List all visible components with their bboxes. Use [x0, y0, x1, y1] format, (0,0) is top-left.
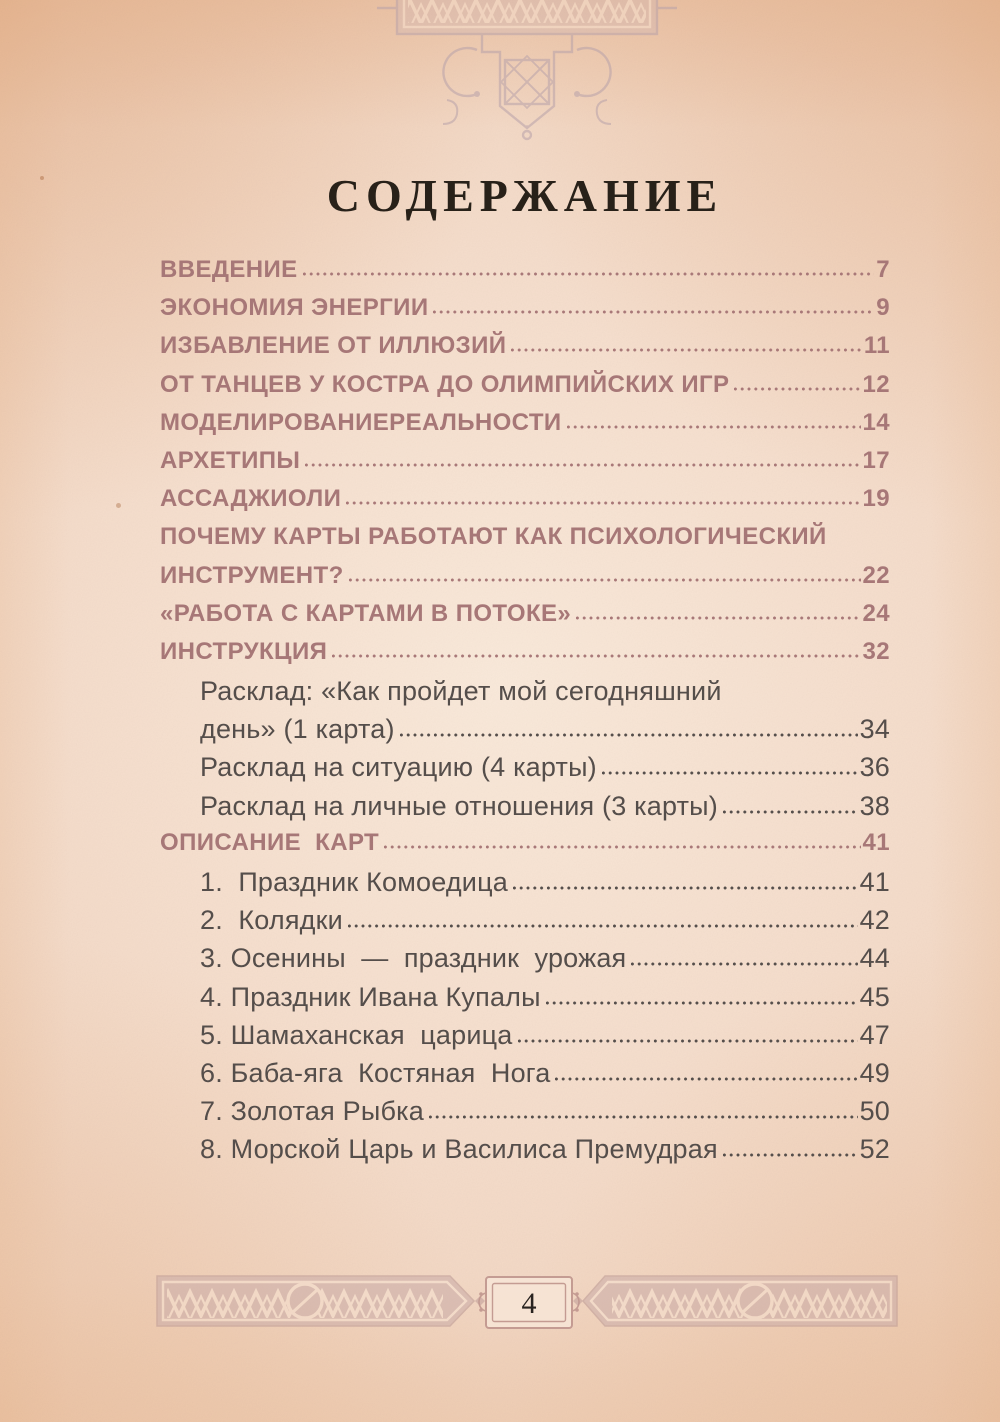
toc-dot-leader: [546, 1001, 858, 1005]
toc-entry-page-number: 47: [859, 1019, 890, 1050]
toc-entry-label: ИНСТРУКЦИЯ: [160, 637, 328, 665]
toc-entry-page-number: 32: [862, 637, 890, 665]
toc-row: [160, 1058, 890, 1096]
table-of-contents: [160, 256, 890, 1173]
toc-entry-page-number: 11: [863, 332, 890, 360]
toc-dot-leader: [384, 845, 860, 849]
toc-dot-leader: [723, 1153, 858, 1157]
toc-row: [160, 332, 890, 370]
toc-entry-page-number: 22: [862, 561, 890, 589]
toc-entry-label: ОПИСАНИЕ КАРТ: [160, 828, 380, 856]
toc-dot-leader: [348, 924, 858, 928]
toc-row: [160, 600, 890, 638]
toc-entry-label: «РАБОТА С КАРТАМИ В ПОТОКЕ»: [160, 599, 572, 627]
toc-row: [160, 409, 890, 447]
toc-entry-page-number: 24: [862, 599, 890, 627]
toc-dot-leader: [349, 578, 861, 582]
toc-entry-label: Расклад на личные отношения (3 карты): [200, 790, 718, 821]
paper-speck: [40, 176, 44, 180]
paper-speck: [268, 1079, 271, 1082]
toc-entry-label: ВВЕДЕНИЕ: [160, 256, 298, 283]
toc-entry-page-number: 14: [862, 408, 890, 436]
folio-page-number: 4: [521, 1287, 537, 1320]
toc-dot-leader: [305, 463, 860, 467]
toc-row: [160, 714, 890, 752]
toc-dot-leader: [346, 501, 860, 505]
toc-entry-label: ОТ ТАНЦЕВ У КОСТРА ДО ОЛИМПИЙСКИХ ИГР: [160, 370, 730, 398]
toc-row: [160, 523, 890, 561]
toc-row: [160, 638, 890, 676]
toc-row: [160, 294, 890, 332]
toc-entry-page-number: 34: [859, 714, 890, 745]
toc-row: [160, 829, 890, 867]
toc-row: [160, 485, 890, 523]
toc-row: [160, 752, 890, 790]
toc-entry-label: АССАДЖИОЛИ: [160, 485, 342, 513]
toc-entry-label: ПОЧЕМУ КАРТЫ РАБОТАЮТ КАК ПСИХОЛОГИЧЕСКИЙ: [160, 523, 827, 551]
toc-entry-label: 8. Морской Царь и Василиса Премудрая: [200, 1134, 718, 1165]
toc-entry-page-number: 49: [859, 1057, 890, 1088]
toc-dot-leader: [400, 733, 858, 737]
toc-dot-leader: [518, 1039, 858, 1043]
toc-dot-leader: [567, 425, 861, 429]
paper-speck: [116, 503, 121, 508]
toc-entry-label: 2. Колядки: [200, 905, 343, 936]
toc-entry-page-number: 36: [859, 752, 890, 783]
toc-entry-label: ИНСТРУМЕНТ?: [160, 561, 344, 589]
toc-row: [160, 982, 890, 1020]
toc-entry-label: 7. Золотая Рыбка: [200, 1096, 424, 1127]
toc-entry-label: АРХЕТИПЫ: [160, 446, 301, 474]
toc-row: [160, 1020, 890, 1058]
toc-row: [160, 867, 890, 905]
toc-entry-label: день» (1 карта): [200, 714, 395, 745]
toc-row: [160, 447, 890, 485]
toc-entry-label: МОДЕЛИРОВАНИЕРЕАЛЬНОСТИ: [160, 408, 562, 436]
toc-row: [160, 562, 890, 600]
toc-entry-page-number: 19: [862, 485, 890, 513]
toc-dot-leader: [602, 771, 858, 775]
toc-entry-label: 1. Праздник Комоедица: [200, 867, 508, 897]
toc-entry-label: Расклад: «Как пройдет мой сегодняшний: [200, 676, 722, 707]
toc-entry-page-number: 42: [859, 905, 890, 936]
toc-entry-label: 3. Осенины — праздник урожая: [200, 943, 627, 974]
toc-dot-leader: [734, 387, 860, 391]
toc-entry-page-number: 17: [862, 446, 890, 474]
toc-row: [160, 1134, 890, 1172]
toc-dot-leader: [511, 348, 861, 352]
knotwork-pendant-ornament-icon: [377, 0, 677, 145]
page-title: СОДЕРЖАНИЕ: [326, 170, 724, 221]
toc-entry-page-number: 7: [876, 256, 890, 283]
toc-entry-page-number: 9: [876, 294, 890, 322]
toc-row: [160, 943, 890, 981]
toc-row: [160, 256, 890, 294]
toc-row: [160, 1096, 890, 1134]
toc-row: [160, 371, 890, 409]
toc-entry-page-number: 41: [862, 828, 890, 856]
toc-entry-page-number: 38: [859, 790, 890, 821]
toc-entry-label: ИЗБАВЛЕНИЕ ОТ ИЛЛЮЗИЙ: [160, 332, 507, 360]
toc-entry-page-number: 45: [859, 981, 890, 1012]
toc-entry-label: ЭКОНОМИЯ ЭНЕРГИИ: [160, 294, 429, 322]
toc-row: [160, 905, 890, 943]
toc-entry-page-number: 52: [859, 1134, 890, 1165]
toc-entry-page-number: 12: [862, 370, 890, 398]
toc-dot-leader: [429, 1115, 858, 1119]
toc-dot-leader: [303, 272, 875, 276]
toc-row: [160, 676, 890, 714]
toc-dot-leader: [723, 810, 858, 814]
toc-entry-label: 5. Шамаханская царица: [200, 1019, 513, 1050]
toc-dot-leader: [433, 310, 874, 314]
toc-entry-page-number: 50: [859, 1096, 890, 1127]
toc-entry-label: Расклад на ситуацию (4 карты): [200, 752, 597, 783]
toc-dot-leader: [631, 962, 857, 966]
toc-dot-leader: [332, 654, 860, 658]
toc-dot-leader: [555, 1077, 857, 1081]
toc-entry-label: 4. Праздник Ивана Купалы: [200, 981, 541, 1012]
toc-row: [160, 791, 890, 829]
toc-entry-page-number: 44: [859, 943, 890, 974]
toc-entry-page-number: 41: [859, 867, 890, 897]
toc-entry-label: 6. Баба-яга Костяная Нога: [200, 1057, 551, 1088]
toc-dot-leader: [576, 616, 860, 620]
toc-dot-leader: [513, 886, 858, 890]
